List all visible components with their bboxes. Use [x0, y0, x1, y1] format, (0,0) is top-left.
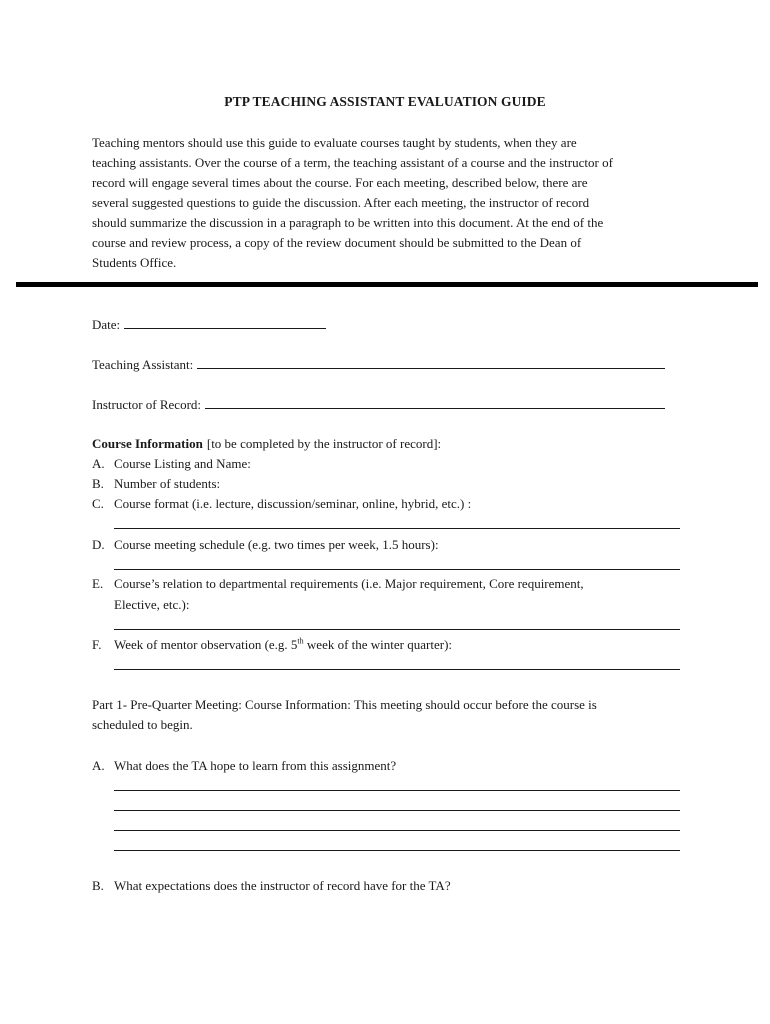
departmental-relation-line-2[interactable] — [114, 629, 680, 630]
item-text: Week of mentor observation (e.g. 5th week of the winter quarter): — [114, 636, 453, 652]
item-text: Number of students: — [114, 476, 221, 491]
part1-question-b — [92, 876, 621, 896]
course-item-f — [92, 635, 632, 655]
part1-intro — [92, 695, 597, 715]
course-info-note: [to be completed by the instructor of record]: — [206, 436, 442, 451]
item-text: Course format (i.e. lecture, discussion/seminar, online, hybrid, etc.) : — [114, 496, 472, 511]
date-label: Date: — [92, 317, 121, 332]
item-letter: C. — [92, 496, 104, 511]
ta-hope-line-5[interactable] — [114, 850, 680, 851]
course-info-heading: Course Information — [92, 436, 203, 451]
item-letter: E. — [92, 576, 104, 591]
part1-intro-cont — [92, 715, 193, 735]
item-letter: A. — [92, 758, 105, 773]
intro-line: should summarize the discussion in a paragraph to be written into this document. At the end of the — [92, 215, 604, 230]
instructor-of-record-label: Instructor of Record: — [92, 397, 202, 412]
item-letter: F. — [92, 637, 102, 652]
course-format-line-2[interactable] — [114, 528, 680, 529]
date-field[interactable] — [124, 314, 326, 329]
mentor-observation-line-2[interactable] — [114, 669, 680, 670]
course-item-e-cont — [114, 595, 663, 615]
item-text: What does the TA hope to learn from this assignment? — [114, 758, 397, 773]
intro-line: several suggested questions to guide the discussion. After each meeting, the instructor of record — [92, 195, 590, 210]
item-letter: B. — [92, 878, 104, 893]
ta-hope-line-4[interactable] — [114, 830, 680, 831]
course-item-a — [92, 454, 657, 474]
date-row — [92, 314, 326, 335]
item-letter: A. — [92, 456, 105, 471]
teaching-assistant-label: Teaching Assistant: — [92, 357, 194, 372]
intro-line: Teaching mentors should use this guide to evaluate courses taught by students, when they are — [92, 135, 577, 150]
intro-paragraph — [92, 133, 692, 273]
course-item-e — [92, 574, 584, 594]
instructor-of-record-row — [92, 394, 665, 415]
page-title: PTP TEACHING ASSISTANT EVALUATION GUIDE — [224, 94, 546, 109]
item-text: Course’s relation to departmental requirements (i.e. Major requirement, Core requirement, — [114, 576, 584, 591]
item-text: Course meeting schedule (e.g. two times per week, 1.5 hours): — [114, 537, 439, 552]
ta-hope-line-3[interactable] — [114, 810, 680, 811]
course-item-b — [92, 474, 630, 494]
intro-line: Students Office. — [92, 255, 177, 270]
course-item-c — [92, 494, 627, 514]
part1-intro-line: scheduled to begin. — [92, 717, 193, 732]
teaching-assistant-row — [92, 354, 665, 375]
part1-intro-line: Part 1- Pre-Quarter Meeting: Course Information: This meeting should occur before the course is — [92, 697, 597, 712]
item-letter: D. — [92, 537, 105, 552]
intro-line: record will engage several times about the course. For each meeting, described below, there are — [92, 175, 588, 190]
section-divider — [16, 282, 758, 287]
instructor-of-record-field[interactable] — [205, 394, 665, 409]
course-item-d — [92, 535, 631, 555]
part1-question-a — [92, 756, 628, 776]
item-text: Elective, etc.): — [114, 597, 190, 612]
course-info-heading-row — [92, 434, 441, 454]
meeting-schedule-line-2[interactable] — [114, 569, 680, 570]
teaching-assistant-field[interactable] — [197, 354, 665, 369]
item-text: Course Listing and Name: — [114, 456, 251, 471]
intro-line: teaching assistants. Over the course of a term, the teaching assistant of a course and the instructor of — [92, 155, 613, 170]
item-text: What expectations does the instructor of record have for the TA? — [114, 878, 451, 893]
item-letter: B. — [92, 476, 104, 491]
ta-hope-line-2[interactable] — [114, 790, 680, 791]
intro-line: course and review process, a copy of the review document should be submitted to the Dean of — [92, 235, 582, 250]
